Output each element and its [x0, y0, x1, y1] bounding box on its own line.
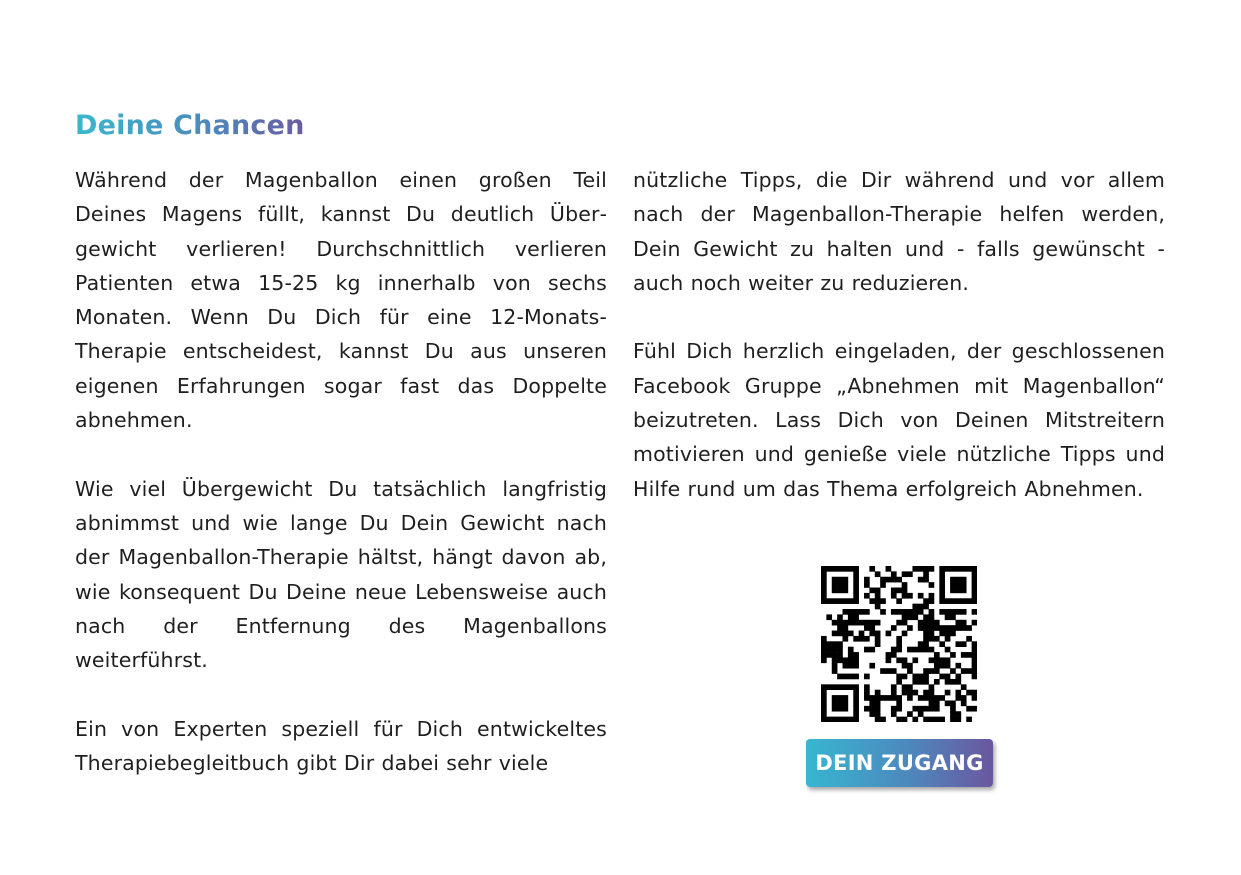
right-text-column [633, 163, 1165, 506]
section-heading: Deine Chancen [75, 110, 305, 141]
paragraph-long-term: Wie viel Übergewicht Du tatsächlich langfristig abnimmst und wie lange Du Dein Gewicht nach der Magenballon-Therapie hältst, hängt davon ab, wie konsequent Du Deine neue Lebensweise auch nach der Entfernung des Magenballons weiterführst. [75, 476, 607, 673]
paragraph-guidebook: Ein von Experten speziell für Dich entwickeltes Therapiebegleitbuch gibt Dir dabei sehr viele [75, 716, 607, 776]
qr-code-icon [821, 566, 977, 722]
left-text-column [75, 163, 607, 780]
paragraph-tips: nützliche Tipps, die Dir während und vor allem nach der Magenballon-Therapie helfen werden, Dein Gewicht zu halten und - falls gewünscht - auch noch weiter zu reduzieren. [633, 168, 1165, 295]
paragraph-weight-loss: Während der Magenballon einen großen Teil Deines Magens füllt, kannst Du deutlich Übergewicht verlieren! Durchschnittlich verlieren Patienten etwa 15-25 kg innerhalb von sechs Monaten. Wenn Du Dich für eine 12-Monats-Therapie entscheidest, kannst Du aus unseren eigenen Erfahrungen sogar fast das Doppelte abnehmen. [75, 168, 607, 433]
access-button[interactable]: DEIN ZUGANG [806, 739, 993, 787]
paragraph-facebook-group: Fühl Dich herzlich eingeladen, der geschlossenen Facebook Gruppe „Abnehmen mit Magenballon“ beizutreten. Lass Dich von Deinen Mitstreitern motivieren und genieße viele nützliche Tipps und Hilfe rund um das Thema erfolgreich Abnehmen. [633, 339, 1165, 501]
